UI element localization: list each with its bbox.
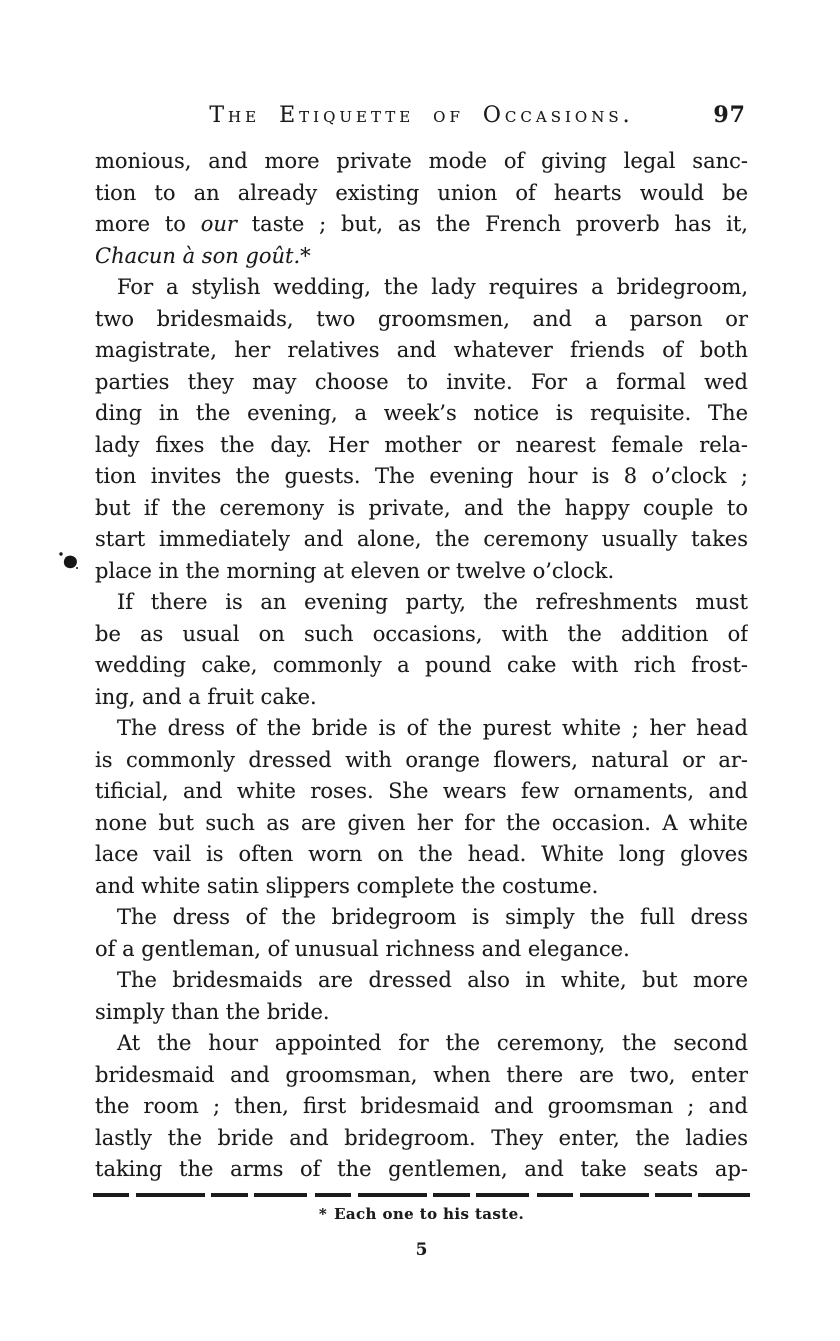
text-line: taking the arms of the gentlemen, and take seats ap-: [95, 1157, 748, 1181]
text-line: The dress of the bridegroom is simply the full dress: [117, 905, 748, 929]
text-line: but if the ceremony is private, and the happy couple to: [95, 495, 748, 520]
text-line: place in the morning at eleven or twelve o’clock.: [95, 558, 615, 583]
text-line: none but such as are given her for the occasion. A white: [95, 810, 748, 835]
text-line: lace vail is often worn on the head. White long gloves: [95, 842, 748, 866]
paragraph: [95, 713, 748, 902]
text-line: tion invites the guests. The evening hour is 8 o’clock ;: [95, 464, 748, 488]
text-line: tion to an already existing union of hearts would be: [95, 180, 748, 205]
text-line: The dress of the bride is of the purest white ; her head: [117, 716, 748, 740]
text-line: lady fixes the day. Her mother or nearest female rela-: [95, 432, 748, 457]
text-line: simply than the bride.: [95, 999, 330, 1024]
text-line: be as usual on such occasions, with the addition of: [95, 621, 748, 646]
ink-spot-icon: [55, 548, 85, 578]
text-line: The bridesmaids are dressed also in white, but more: [117, 968, 748, 992]
text-line: is commonly dressed with orange flowers, natural or ar-: [95, 747, 748, 772]
text-line: more to our taste ; but, as the French proverb has it,: [95, 212, 748, 236]
text-line: For a stylish wedding, the lady requires a bridegroom,: [117, 275, 748, 299]
page-body: [95, 146, 748, 1186]
footnote: [95, 1203, 748, 1225]
footnote-rule: [93, 1193, 750, 1197]
text-line: wedding cake, commonly a pound cake with rich frost-: [95, 653, 748, 677]
text-line: lastly the bride and bridegroom. They enter, the ladies: [95, 1125, 748, 1150]
text-line: and white satin slippers complete the costume.: [95, 873, 599, 898]
footnote-text: Each one to his taste.: [334, 1205, 525, 1223]
text-line: If there is an evening party, the refreshments must: [117, 590, 748, 614]
text-line: At the hour appointed for the ceremony, the second: [117, 1031, 748, 1055]
page-header: [95, 100, 748, 132]
paragraph: [95, 146, 748, 272]
running-title: The Etiquette of Occasions.: [209, 103, 634, 128]
text-line: two bridesmaids, two groomsmen, and a parson or: [95, 306, 748, 331]
text-line: monious, and more private mode of giving legal sanc-: [95, 149, 748, 173]
text-line: parties they may choose to invite. For a formal wed: [95, 369, 748, 394]
paragraph: [95, 587, 748, 713]
text-line: the room ; then, first bridesmaid and groomsman ; and: [95, 1094, 748, 1118]
paragraph: [95, 965, 748, 1028]
text-line: ing, and a fruit cake.: [95, 684, 317, 709]
signature-mark: 5: [415, 1240, 428, 1260]
page-number: 97: [713, 102, 746, 128]
paragraph: [95, 272, 748, 587]
footnote-marker: *: [318, 1205, 328, 1223]
text-line: ding in the evening, a week’s notice is requisite. The: [95, 401, 748, 425]
text-line: Chacun à son goût.*: [95, 243, 311, 268]
text-line: tificial, and white roses. She wears few ornaments, and: [95, 779, 748, 803]
text-line: of a gentleman, of unusual richness and elegance.: [95, 936, 630, 961]
paragraph: [95, 1028, 748, 1186]
text-line: magistrate, her relatives and whatever friends of both: [95, 338, 748, 362]
paragraph: [95, 902, 748, 965]
text-line: bridesmaid and groomsman, when there are two, enter: [95, 1062, 748, 1087]
text-line: start immediately and alone, the ceremony usually takes: [95, 527, 748, 551]
